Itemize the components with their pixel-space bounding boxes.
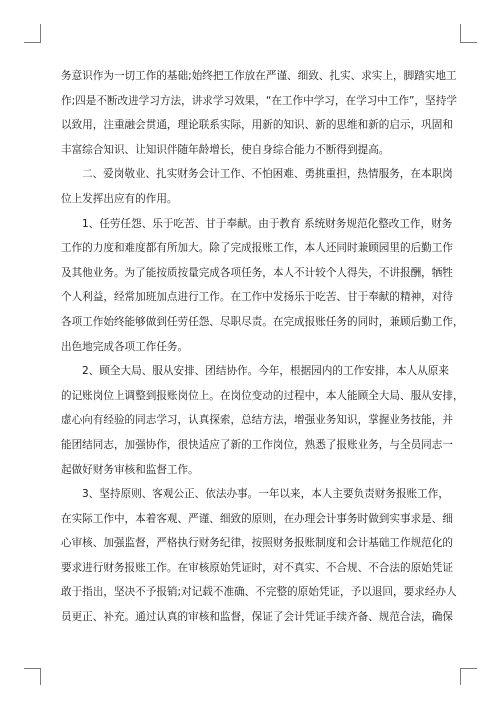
text-line: 以致用，注重融会贯通，理论联系实际，用新的知识、新的思维和新的启示，巩固和 — [61, 119, 453, 132]
crop-mark-top-left — [24, 24, 41, 43]
text-line: 及其他业务。为了能按质按量完成各项任务，本人不计较个人得失，不讲报酬，牺牲 — [61, 266, 453, 279]
text-line: 作;四是不断改进学习方法，讲求学习效果，“在工作中学习，在学习中工作”，坚持学 — [61, 94, 457, 107]
text-line: 能团结同志，加强协作，很快适应了新的工作岗位，熟悉了报账业务，与全员同志一 — [61, 438, 453, 451]
text-line: 员更正、补充。通过认真的审核和监督，保证了会计凭证手续齐备、规范合法，确保 — [61, 611, 453, 624]
text-line: 位上发挥出应有的作用。 — [61, 192, 178, 205]
document-body — [61, 64, 464, 630]
paragraph-first-line: 2、顾全大局、服从安排、团结协作。今年，根据园内的工作安排，本人从原来 — [82, 365, 449, 378]
crop-mark-bottom-right — [460, 668, 477, 685]
text-line: 个人利益，经常加班加点进行工作。在工作中发扬乐于吃苦、甘于奉献的精神，对待 — [61, 291, 453, 304]
paragraph-first-line: 1、任劳任怨、乐于吃苦、甘于奉献。由于教育 系统财务规范化整改工作，财务 — [82, 217, 453, 230]
paragraph-first-line: 3、坚持原则、客观公正、依法办事。一年以来，本人主要负责财务报账工作， — [82, 488, 449, 501]
crop-mark-top-right — [460, 24, 477, 43]
crop-mark-bottom-left — [24, 668, 41, 685]
text-line: 要求进行财务报账工作。在审核原始凭证时，对不真实、不合规、不合法的原始凭证 — [61, 561, 453, 574]
text-line: 心审核、加强监督，严格执行财务纪律，按照财务报账制度和会计基础工作规范化的 — [61, 537, 453, 550]
text-line: 工作的力度和难度都有所加大。除了完成报账工作，本人还同时兼顾园里的后勤工作 — [61, 242, 453, 255]
text-line: 在实际工作中，本着客观、严谨、细致的原则，在办理会计事务时做到实事求是、细 — [61, 512, 453, 525]
text-line: 出色地完成各项工作任务。 — [61, 340, 189, 353]
text-line: 虚心向有经验的同志学习，认真探索，总结方法，增强业务知识，掌握业务技能，并 — [61, 414, 453, 427]
text-line: 各项工作始终能够做到任劳任怨、尽职尽责。在完成报账任务的同时，兼顾后勤工作， — [61, 315, 464, 328]
paragraph-heading-line: 二、爱岗敬业、扎实财务会计工作、不怕困难、勇挑重担，热情服务，在本职岗 — [82, 168, 453, 181]
text-line: 务意识作为一切工作的基础;始终把工作放在严谨、细致、扎实、求实上，脚踏实地工 — [61, 70, 457, 82]
text-line: 敢于指出，坚决不予报销;对记载不准确、不完整的原始凭证，予以退回，要求经办人 — [61, 586, 457, 599]
text-line: 起做好财务审核和监督工作。 — [61, 463, 199, 476]
text-line: 的记账岗位上调整到报账岗位上。在岗位变动的过程中，本人能顾全大局、服从安排， — [61, 389, 464, 402]
text-line: 丰富综合知识、让知识伴随年龄增长，使自身综合能力不断得到提高。 — [61, 143, 390, 156]
